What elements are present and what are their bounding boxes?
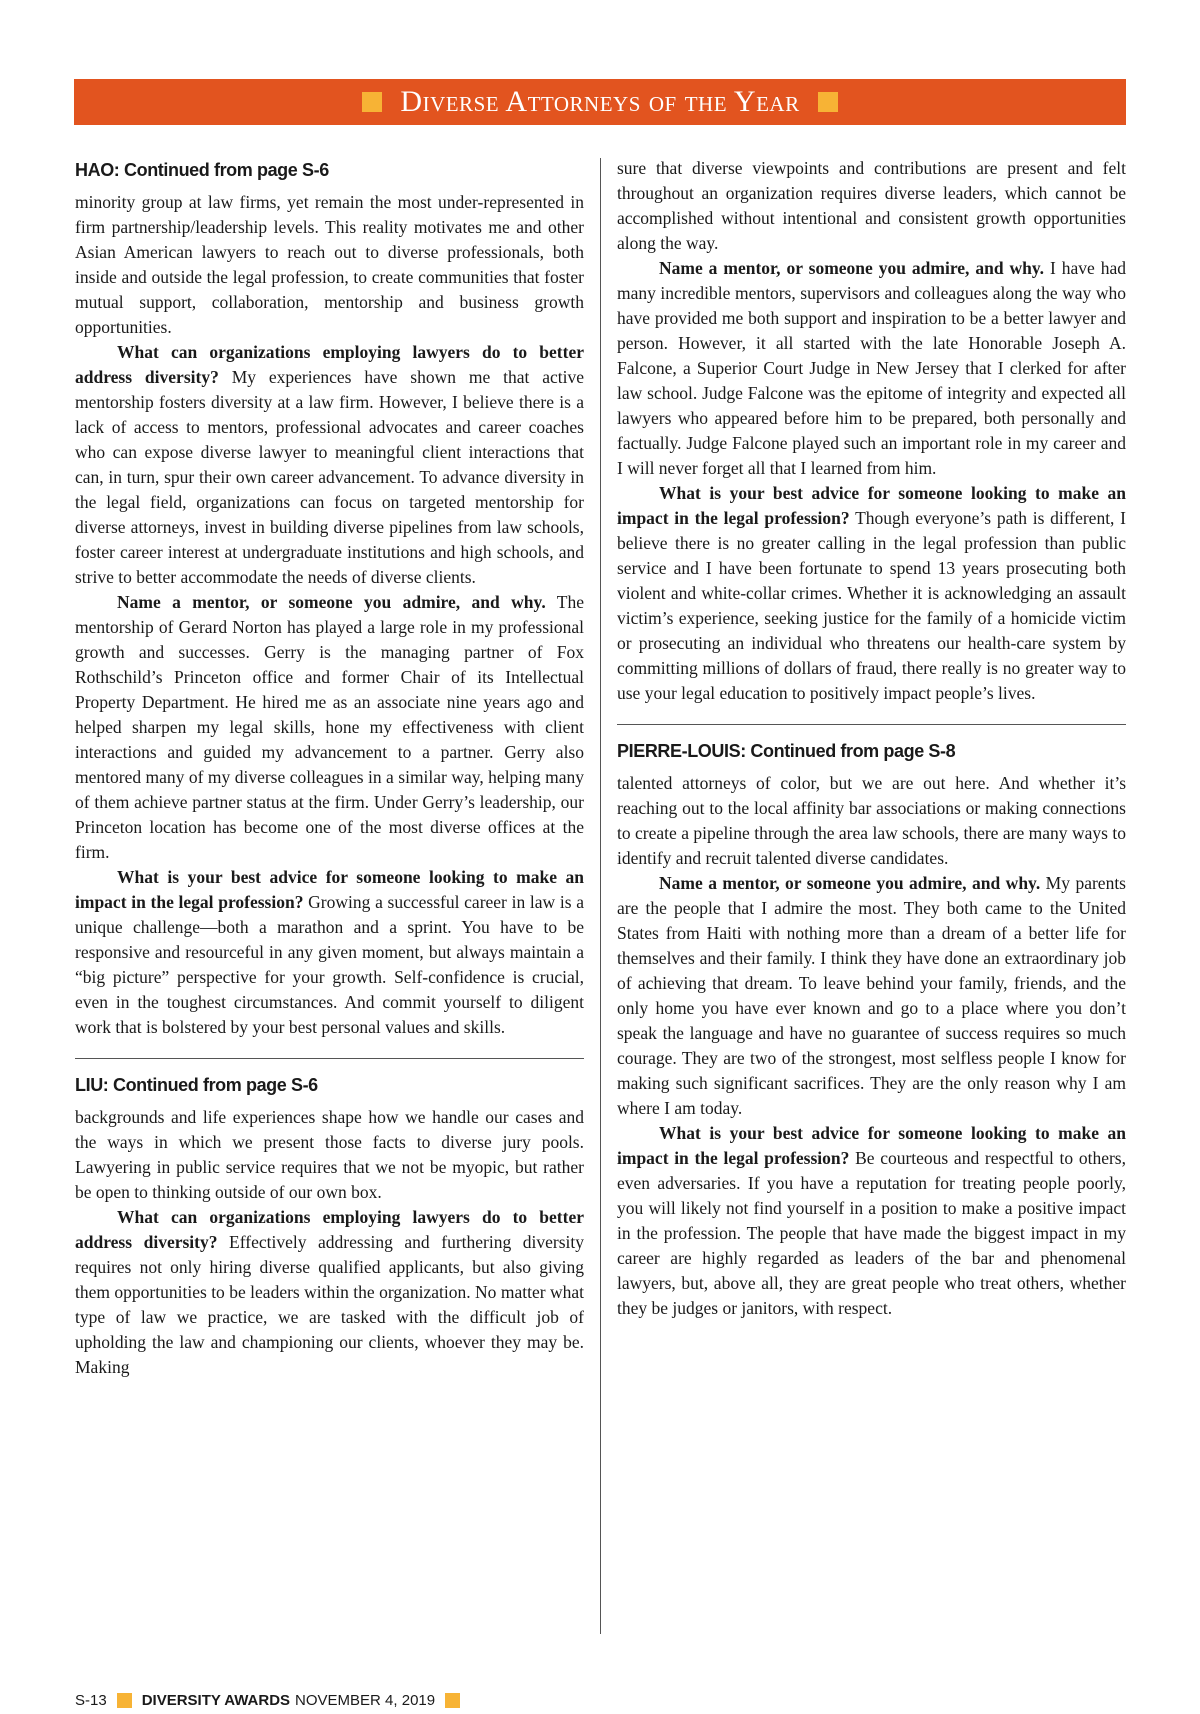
pierre-louis-question-mentor: Name a mentor, or someone you admire, and why. — [659, 873, 1041, 893]
hao-qa-advice — [75, 865, 584, 1040]
hao-qa-diversity — [75, 340, 584, 590]
hao-question-diversity: What can organizations employing lawyers do to better address diversity? — [75, 342, 584, 387]
column-divider — [600, 158, 601, 1634]
page-number: S-13 — [75, 1692, 107, 1709]
section-divider — [617, 724, 1126, 725]
pierre-louis-qa-mentor — [617, 871, 1126, 1121]
section-banner — [74, 79, 1126, 125]
publication-name: DIVERSITY AWARDS — [141, 1692, 291, 1709]
liu-question-advice: What is your best advice for someone looking to make an impact in the legal profession? — [617, 483, 1126, 528]
liu-heading: LIU: Continued from page S-6 — [75, 1075, 318, 1095]
hao-paragraph-1: minority group at law firms, yet remain the most under-represented in firm partnership/leadership levels. This reality motivates me and other Asian American lawyers to reach out to diverse professionals, both inside and outside the legal profession, to create communities that foster mutual support, collaboration, mentorship and business growth opportunities. — [75, 192, 584, 337]
right-column — [617, 156, 1126, 1321]
square-bullet-icon — [362, 92, 382, 112]
liu-paragraph-continued: sure that diverse viewpoints and contributions are present and felt throughout an organization requires diverse leaders, which cannot be accomplished without intentional and consistent growth opportunities along the way. — [617, 158, 1126, 253]
hao-answer-diversity: My experiences have shown me that active mentorship fosters diversity at a law firm. However, I believe there is a lack of access to mentors, professional advocates and career coaches who can expose diverse lawyer to meaningful client interactions that can, in turn, spur their own career advancement. To advance diversity in the legal field, organizations can focus on targeted mentorship for diverse attorneys, invest in building diverse pipelines from law schools, foster career interest at undergraduate institutions and high schools, and strive to better accommodate the needs of diverse clients. — [75, 367, 585, 587]
hao-question-mentor: Name a mentor, or someone you admire, and why. — [117, 592, 546, 612]
banner-title: Diverse Attorneys of the Year — [400, 85, 800, 118]
liu-qa-mentor — [617, 256, 1126, 481]
pierre-louis-qa-advice — [617, 1121, 1126, 1321]
square-bullet-icon — [445, 1693, 460, 1708]
liu-question-mentor: Name a mentor, or someone you admire, and why. — [659, 258, 1045, 278]
pierre-louis-answer-advice: Be courteous and respectful to others, even adversaries. If you have a reputation for treating people poorly, you will likely not find yourself in a position to make a positive impact in the profession. The people that have made the biggest impact in my career are highly regarded as leaders of the bar and phenomenal lawyers, but, above all, they are great people who treat others, whether they be judges or janitors, with respect. — [617, 1148, 1126, 1318]
pierre-louis-paragraph-1: talented attorneys of color, but we are out here. And whether it’s reaching out to the local affinity bar associations or making connections to create a pipeline through the area law schools, there are many ways to identify and recruit talented diverse candidates. — [617, 773, 1126, 868]
hao-question-advice: What is your best advice for someone looking to make an impact in the legal profession? — [75, 867, 584, 912]
hao-answer-advice: Growing a successful career in law is a unique challenge—both a marathon and a sprint. You have to be responsive and resourceful in any given moment, but always maintain a “big picture” perspective for your growth. Self-confidence is crucial, even in the toughest circumstances. And commit yourself to diligent work that is bolstered by your best personal values and skills. — [75, 892, 584, 1037]
liu-answer-mentor: I have had many incredible mentors, supervisors and colleagues along the way who have provided me both support and inspiration to be a better lawyer and person. However, it all started with the late Honorable Joseph A. Falcone, a Superior Court Judge in New Jersey that I clerked for after law school. Judge Falcone was the epitome of integrity and expected all lawyers who appeared before him to be prepared, both personally and factually. Judge Falcone played such an important role in my career and I will never forget all that I learned from him. — [617, 258, 1126, 478]
publication-date: NOVEMBER 4, 2019 — [295, 1692, 436, 1709]
pierre-louis-heading: PIERRE-LOUIS: Continued from page S-8 — [617, 741, 956, 761]
pierre-louis-answer-mentor: My parents are the people that I admire the most. They both came to the United States from Haiti with nothing more than a dream of a better life for themselves and their family. I think they have done an extraordinary job of achieving that dream. To leave behind your family, friends, and the only home you have ever known and go to a place where you don’t speak the language and have no guarantee of success requires so much courage. They are two of the strongest, most selfless people I know for making such significant sacrifices. They are the only reason why I am where I am today. — [617, 873, 1126, 1118]
hao-qa-mentor — [75, 590, 584, 865]
section-divider — [75, 1058, 584, 1059]
liu-answer-advice: Though everyone’s path is different, I believe there is no greater calling in the legal profession than public service and I have been fortunate to spend 13 years prosecuting both violent and white-collar crimes. Whether it is acknowledging an assault victim’s experience, seeking justice for the family of a homicide victim or prosecuting an individual who threatens our health-care system by committing millions of dollars of fraud, there really is no greater way to use your legal education to positively impact people’s lives. — [617, 508, 1126, 703]
liu-paragraph-1: backgrounds and life experiences shape how we handle our cases and the ways in which we present those facts to diverse jury pools. Lawyering in public service requires that we not be myopic, but rather be open to thinking outside of our own box. — [75, 1107, 584, 1202]
hao-heading: HAO: Continued from page S-6 — [75, 160, 329, 180]
page-footer — [75, 1692, 470, 1709]
liu-qa-diversity — [75, 1205, 584, 1380]
liu-qa-advice — [617, 481, 1126, 706]
hao-answer-mentor: The mentorship of Gerard Norton has played a large role in my professional growth and successes. Gerry is the managing partner of Fox Rothschild’s Princeton office and former Chair of its Intellectual Property Department. He hired me as an associate nine years ago and helped sharpen my legal skills, hone my effectiveness with client interactions and guided my advancement to a partner. Gerry also mentored many of my diverse colleagues in a similar way, helping many of them achieve partner status at the firm. Under Gerry’s leadership, our Princeton location has become one of the most diverse offices at the firm. — [75, 592, 584, 862]
square-bullet-icon — [818, 92, 838, 112]
liu-question-diversity: What can organizations employing lawyers do to better address diversity? — [75, 1207, 584, 1252]
pierre-louis-question-advice: What is your best advice for someone looking to make an impact in the legal profession? — [617, 1123, 1126, 1168]
left-column — [75, 158, 584, 1380]
square-bullet-icon — [117, 1693, 132, 1708]
liu-answer-diversity: Effectively addressing and furthering diversity requires not only hiring diverse qualified applicants, but also giving them opportunities to be leaders within the organization. No matter what type of law we practice, we are tasked with the difficult job of upholding the law and championing our clients, whoever they may be. Making — [75, 1232, 585, 1377]
